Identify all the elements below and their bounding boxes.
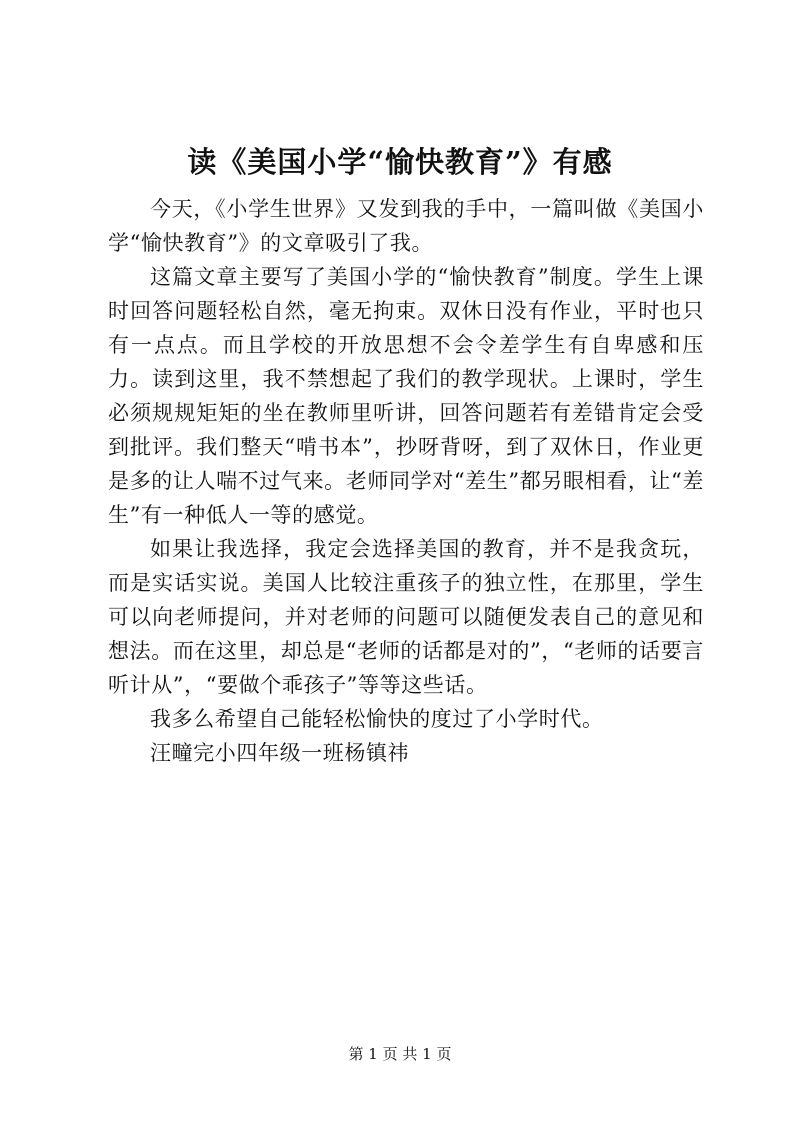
document-body (108, 192, 704, 770)
paragraph-3: 如果让我选择，我定会选择美国的教育，并不是我贪玩，而是实话实说。美国人比较注重孩子的独立性，在那里，学生可以向老师提问，并对老师的问题可以随便发表自己的意见和想法。而在这里，却总是“老师的话都是对的”，“老师的话要言听计从”，“要做个乖孩子”等等这些话。 (108, 537, 704, 697)
page-footer: 第 1 页 共 1 页 (348, 1045, 452, 1063)
document-title: 读《美国小学“愉快教育”》有感 (187, 145, 613, 179)
author-signature: 汪疃完小四年级一班杨镇祎 (150, 741, 410, 765)
paragraph-1: 今天，《小学生世界》又发到我的手中，一篇叫做《美国小学“愉快教育”》的文章吸引了我。 (108, 197, 704, 255)
paragraph-2: 这篇文章主要写了美国小学的“愉快教育”制度。学生上课时回答问题轻松自然，毫无拘束。双休日没有作业，平时也只有一点点。而且学校的开放思想不会令差学生有自卑感和压力。读到这里，我不禁想起了我们的教学现状。上课时，学生必须规规矩矩的坐在教师里听讲，回答问题若有差错肯定会受到批评。我们整天“啃书本”，抄呀背呀，到了双休日，作业更是多的让人喘不过气来。老师同学对“差生”都另眼相看，让“差生”有一种低人一等的感觉。 (108, 265, 704, 527)
paragraph-4: 我多么希望自己能轻松愉快的度过了小学时代。 (150, 707, 604, 731)
